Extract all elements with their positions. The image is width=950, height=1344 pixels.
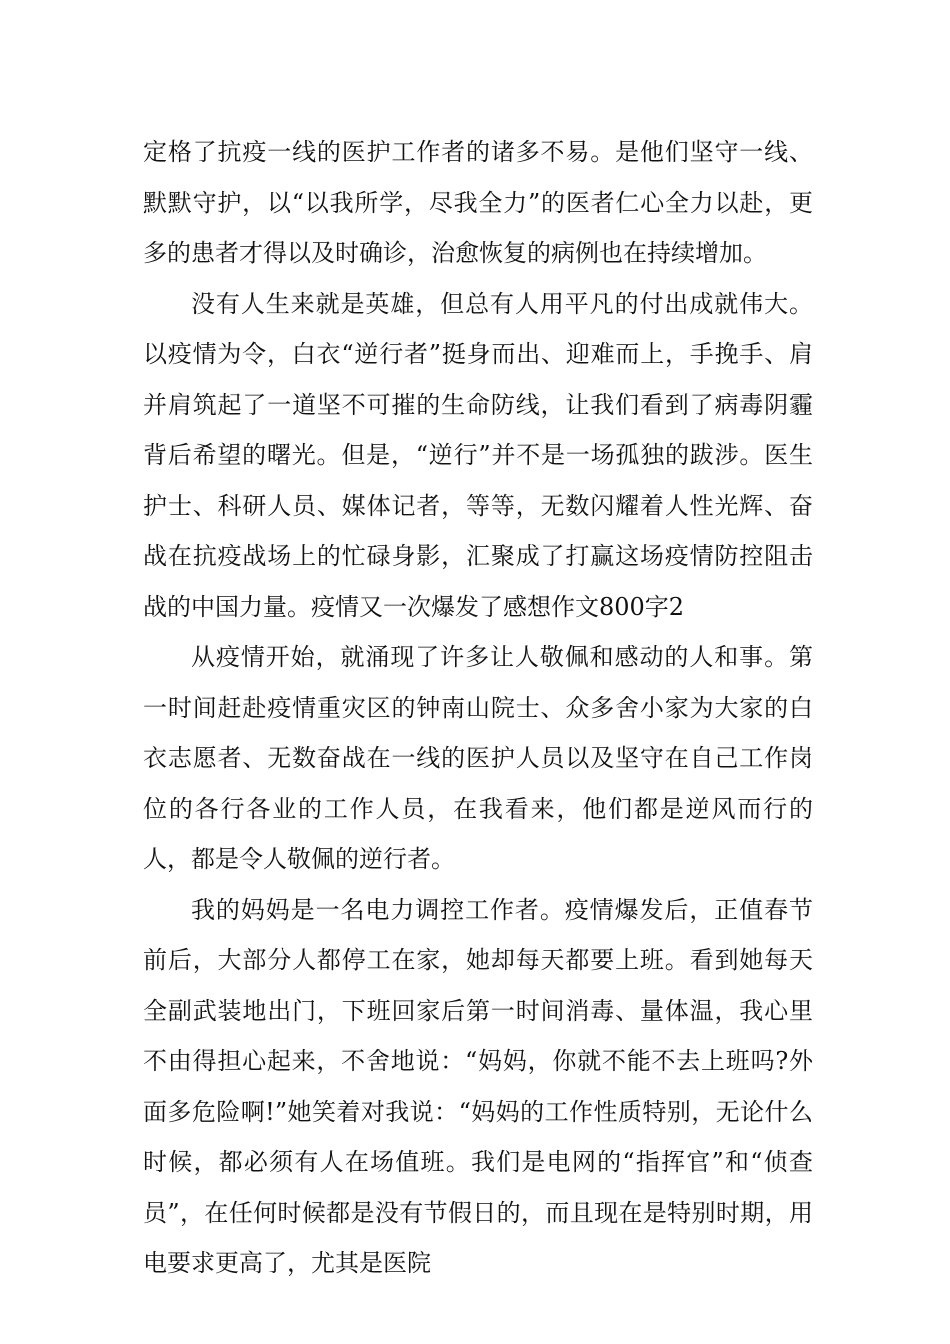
body-text [143, 127, 813, 1289]
paragraph: 没有人生来就是英雄，但总有人用平凡的付出成就伟大。以疫情为令，白衣“逆行者”挺身而出、迎难而上，手挽手、肩并肩筑起了一道坚不可摧的生命防线，让我们看到了病毒阴霾背后希望的曙光。但是，“逆行”并不是一场孤独的跋涉。医生护士、科研人员、媒体记者，等等，无数闪耀着人性光辉、奋战在抗疫战场上的忙碌身影，汇聚成了打赢这场疫情防控阻击战的中国力量。疫情又一次爆发了感想作文800字2 [143, 289, 813, 621]
paragraph: 我的妈妈是一名电力调控工作者。疫情爆发后，正值春节前后，大部分人都停工在家，她却每天都要上班。看到她每天全副武装地出门，下班回家后第一时间消毒、量体温，我心里不由得担心起来，不舍地说：“妈妈，你就不能不去上班吗?外面多危险啊!”她笑着对我说：“妈妈的工作性质特别，无论什么时候，都必须有人在场值班。我们是电网的“指挥官”和“侦查员”，在任何时候都是没有节假日的，而且现在是特别时期，用电要求更高了，尤其是医院 [143, 895, 813, 1277]
paragraph: 定格了抗疫一线的医护工作者的诸多不易。是他们坚守一线、默默守护，以“以我所学，尽我全力”的医者仁心全力以赴，更多的患者才得以及时确诊，治愈恢复的病例也在持续增加。 [143, 138, 813, 267]
paragraph: 从疫情开始，就涌现了许多让人敬佩和感动的人和事。第一时间赶赴疫情重灾区的钟南山院士、众多舍小家为大家的白衣志愿者、无数奋战在一线的医护人员以及坚守在自己工作岗位的各行各业的工作人员，在我看来，他们都是逆风而行的人，都是令人敬佩的逆行者。 [143, 643, 813, 873]
